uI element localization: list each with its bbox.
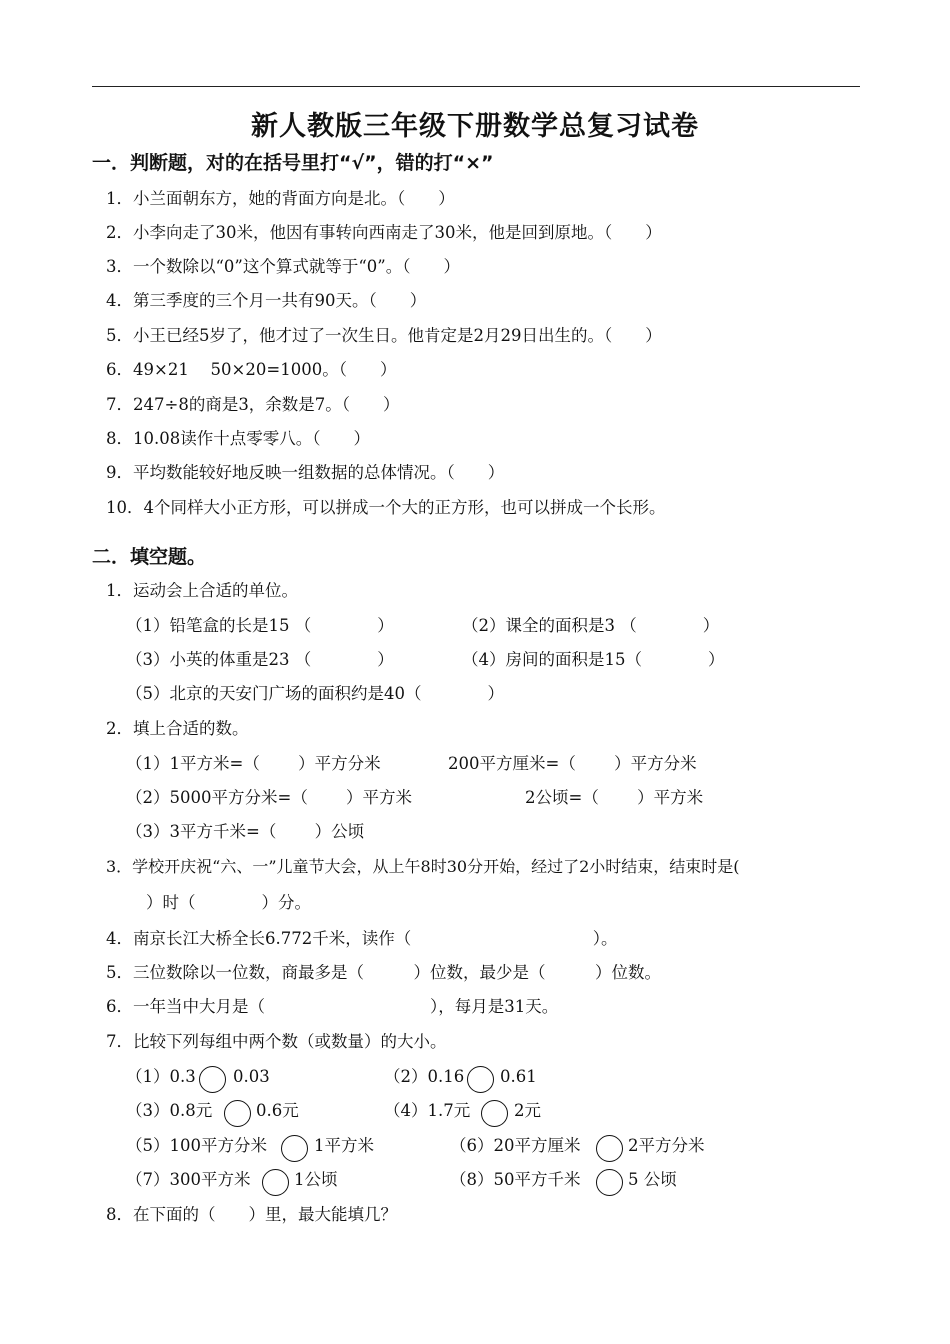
s1-item-9: 9．平均数能较好地反映一组数据的总体情况。（ ）: [106, 463, 505, 482]
q7-7-left: （7）300平方米: [126, 1170, 251, 1189]
section1-heading: 一．判断题，对的在括号里打“√”，错的打“×”: [92, 152, 494, 174]
q6: 6．一年当中大月是（ ），每月是31天。: [106, 997, 559, 1016]
q7-8-left: （8）50平方千米: [450, 1170, 581, 1189]
q7-6-left: （6）20平方厘米: [450, 1136, 581, 1155]
s1-item-7: 7．247÷8的商是3，余数是7。（ ）: [106, 395, 400, 414]
q8: 8．在下面的（ ）里，最大能填几？: [106, 1205, 397, 1224]
q7-5-right: 1平方米: [314, 1136, 374, 1155]
q1-part-3: （3）小英的体重是23 （ ）: [126, 650, 394, 669]
s1-item-10: 10．4个同样大小正方形，可以拼成一个大的正方形，也可以拼成一个长形。: [106, 498, 666, 517]
compare-circle-8[interactable]: [596, 1169, 623, 1196]
q7-5-left: （5）100平方分米: [126, 1136, 267, 1155]
compare-circle-4[interactable]: [481, 1100, 508, 1127]
q7-stem: 7．比较下列每组中两个数（或数量）的大小。: [106, 1032, 447, 1051]
s1-item-4: 4．第三季度的三个月一共有90天。（ ）: [106, 291, 427, 310]
q2-stem: 2．填上合适的数。: [106, 719, 249, 738]
s1-item-8: 8．10.08读作十点零零八。（ ）: [106, 429, 370, 448]
q1-stem: 1．运动会上合适的单位。: [106, 581, 298, 600]
q7-8-right: 5 公顷: [628, 1170, 677, 1189]
q7-4-right: 2元: [514, 1101, 541, 1120]
q3-line-2: ）时（ ）分。: [146, 893, 311, 912]
q2-part-1b: 200平方厘米=（ ）平方分米: [448, 754, 697, 773]
section2-heading: 二．填空题。: [92, 546, 207, 568]
s1-item-2: 2．小李向走了30米，他因有事转向西南走了30米，他是回到原地。（ ）: [106, 223, 662, 242]
q7-7-right: 1公顷: [294, 1170, 338, 1189]
compare-circle-7[interactable]: [262, 1169, 289, 1196]
q7-1-left: （1）0.3: [126, 1067, 196, 1086]
compare-circle-1[interactable]: [199, 1066, 226, 1093]
q7-3-right: 0.6元: [256, 1101, 299, 1120]
compare-circle-3[interactable]: [224, 1100, 251, 1127]
q7-1-right: 0.03: [233, 1067, 270, 1086]
compare-circle-6[interactable]: [596, 1135, 623, 1162]
q7-3-left: （3）0.8元: [126, 1101, 213, 1120]
top-rule: [92, 86, 860, 87]
q3-line-1: 3．学校开庆祝“六、一”儿童节大会，从上午8时30分开始，经过了2小时结束，结束时是(: [106, 857, 740, 876]
q1-part-5: （5）北京的天安门广场的面积约是40（ ）: [126, 684, 504, 703]
q1-part-2: （2）课全的面积是3 （ ）: [462, 616, 720, 635]
q2-part-2b: 2公顷=（ ）平方米: [525, 788, 704, 807]
q2-part-1a: （1）1平方米=（ ）平方分米: [126, 754, 381, 773]
page-title: 新人教版三年级下册数学总复习试卷: [251, 111, 699, 142]
q1-part-4: （4）房间的面积是15（ ）: [462, 650, 725, 669]
compare-circle-5[interactable]: [281, 1135, 308, 1162]
q2-part-3: （3）3平方千米=（ ）公顷: [126, 822, 365, 841]
compare-circle-2[interactable]: [467, 1066, 494, 1093]
q5: 5．三位数除以一位数，商最多是（ ）位数，最少是（ ）位数。: [106, 963, 661, 982]
s1-item-6: 6．49×21 50×20=1000。（ ）: [106, 360, 397, 379]
s1-item-1: 1．小兰面朝东方，她的背面方向是北。（ ）: [106, 189, 455, 208]
s1-item-5: 5．小王已经5岁了，他才过了一次生日。他肯定是2月29日出生的。（ ）: [106, 326, 662, 345]
q1-part-1: （1）铅笔盒的长是15 （ ）: [126, 616, 394, 635]
q7-6-right: 2平方分米: [628, 1136, 705, 1155]
q7-2-right: 0.61: [500, 1067, 537, 1086]
q4: 4．南京长江大桥全长6.772千米，读作（ ）。: [106, 929, 618, 948]
s1-item-3: 3．一个数除以“0”这个算式就等于“0”。（ ）: [106, 257, 460, 276]
q2-part-2a: （2）5000平方分米=（ ）平方米: [126, 788, 413, 807]
q7-2-left: （2）0.16: [384, 1067, 465, 1086]
q7-4-left: （4）1.7元: [384, 1101, 471, 1120]
